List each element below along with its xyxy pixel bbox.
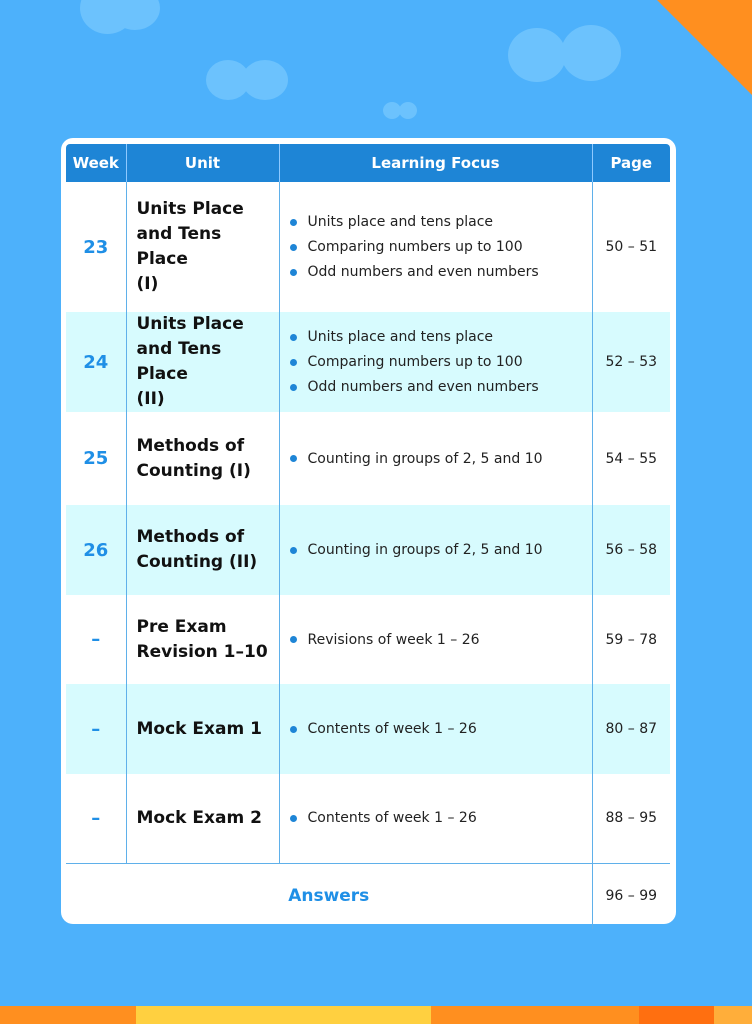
unit-title [126, 412, 279, 505]
answers-page-range: 96 – 99 [592, 863, 670, 929]
focus-item [290, 446, 592, 471]
header-learning-focus: Learning Focus [279, 144, 592, 182]
unit-title-line: (II) [136, 389, 165, 409]
page-range: 88 – 95 [592, 774, 670, 863]
unit-title-line: and Tens Place [136, 339, 222, 384]
unit-title-line: and Tens Place [136, 224, 222, 269]
background-cloud [242, 60, 288, 100]
focus-text: Counting in groups of 2, 5 and 10 [307, 542, 543, 558]
table-row [66, 684, 670, 774]
bottom-stripe [714, 1006, 752, 1024]
focus-item [290, 235, 592, 260]
corner-decoration [657, 0, 752, 95]
unit-title-line: Methods of [136, 435, 245, 456]
table-row [66, 182, 670, 312]
learning-focus [279, 684, 592, 774]
week-number: 23 [83, 236, 109, 258]
unit-title-line: Revision 1–10 [136, 641, 268, 662]
unit-title-line: Counting (II) [136, 552, 258, 572]
unit-title-line: Mock Exam 1 [136, 718, 262, 739]
focus-item [290, 806, 592, 831]
contents-card [61, 138, 676, 924]
focus-text: Revisions of week 1 – 26 [307, 631, 480, 648]
header-page: Page [592, 144, 670, 182]
page-range: 50 – 51 [592, 182, 670, 312]
learning-focus [279, 182, 592, 312]
focus-item [290, 538, 592, 563]
focus-text: Contents of week 1 – 26 [307, 810, 477, 827]
focus-item [290, 350, 592, 375]
unit-title-line: Units Place [136, 314, 244, 334]
unit-title-line: Methods of [136, 527, 245, 547]
learning-focus [279, 412, 592, 505]
week-number: 26 [66, 505, 126, 595]
week-number: 25 [83, 448, 109, 469]
learning-focus [279, 505, 592, 595]
bullet-icon [290, 636, 297, 643]
contents-table [66, 144, 670, 929]
bullet-icon [290, 219, 297, 226]
unit-title [126, 684, 279, 774]
bullet-icon [290, 726, 297, 733]
focus-text: Counting in groups of 2, 5 and 10 [307, 450, 543, 467]
bullet-icon [290, 547, 297, 554]
unit-title [126, 774, 279, 863]
page-range: 56 – 58 [592, 505, 670, 595]
focus-text: Units place and tens place [307, 214, 494, 230]
table-row [66, 505, 670, 595]
page-range: 59 – 78 [592, 595, 670, 684]
page-range: 54 – 55 [592, 412, 670, 505]
focus-item [290, 375, 592, 400]
focus-item [290, 627, 592, 652]
focus-text: Units place and tens place [307, 329, 494, 345]
background-cloud [508, 28, 566, 82]
focus-item [290, 260, 592, 285]
focus-text: Comparing numbers up to 100 [307, 354, 523, 370]
answers-row [66, 863, 670, 929]
unit-title [126, 595, 279, 684]
header-week: Week [66, 144, 126, 182]
focus-item [290, 717, 592, 742]
unit-title-line: Units Place [136, 199, 244, 219]
focus-text: Contents of week 1 – 26 [307, 721, 477, 737]
learning-focus [279, 312, 592, 412]
table-header-row [66, 144, 670, 182]
background-cloud [561, 25, 621, 81]
focus-text: Odd numbers and even numbers [307, 379, 539, 395]
week-number: – [91, 629, 101, 650]
bottom-stripe [136, 1006, 431, 1024]
unit-title-line: (I) [136, 274, 159, 294]
page-range: 80 – 87 [592, 684, 670, 774]
week-number: – [91, 807, 101, 829]
answers-label: Answers [66, 863, 592, 929]
focus-item [290, 210, 592, 235]
bullet-icon [290, 359, 297, 366]
page-range: 52 – 53 [592, 312, 670, 412]
unit-title-line: Pre Exam [136, 616, 227, 637]
focus-text: Comparing numbers up to 100 [307, 239, 523, 255]
bullet-icon [290, 269, 297, 276]
learning-focus [279, 595, 592, 684]
focus-text: Odd numbers and even numbers [307, 264, 539, 280]
bullet-icon [290, 334, 297, 341]
bottom-stripe [639, 1006, 714, 1024]
table-row [66, 412, 670, 505]
unit-title [126, 505, 279, 595]
bottom-stripe [431, 1006, 639, 1024]
learning-focus [279, 774, 592, 863]
bottom-stripe [0, 1006, 136, 1024]
table-row [66, 595, 670, 684]
table-row [66, 312, 670, 412]
unit-title-line: Mock Exam 2 [136, 807, 262, 828]
unit-title [126, 312, 279, 412]
background-cloud [399, 102, 417, 119]
table-row [66, 774, 670, 863]
bullet-icon [290, 455, 297, 462]
bullet-icon [290, 244, 297, 251]
bullet-icon [290, 384, 297, 391]
unit-title-line: Counting (I) [136, 460, 251, 481]
week-number: – [66, 684, 126, 774]
bullet-icon [290, 815, 297, 822]
header-unit: Unit [126, 144, 279, 182]
week-number: 24 [66, 312, 126, 412]
focus-item [290, 325, 592, 350]
unit-title [126, 182, 279, 312]
